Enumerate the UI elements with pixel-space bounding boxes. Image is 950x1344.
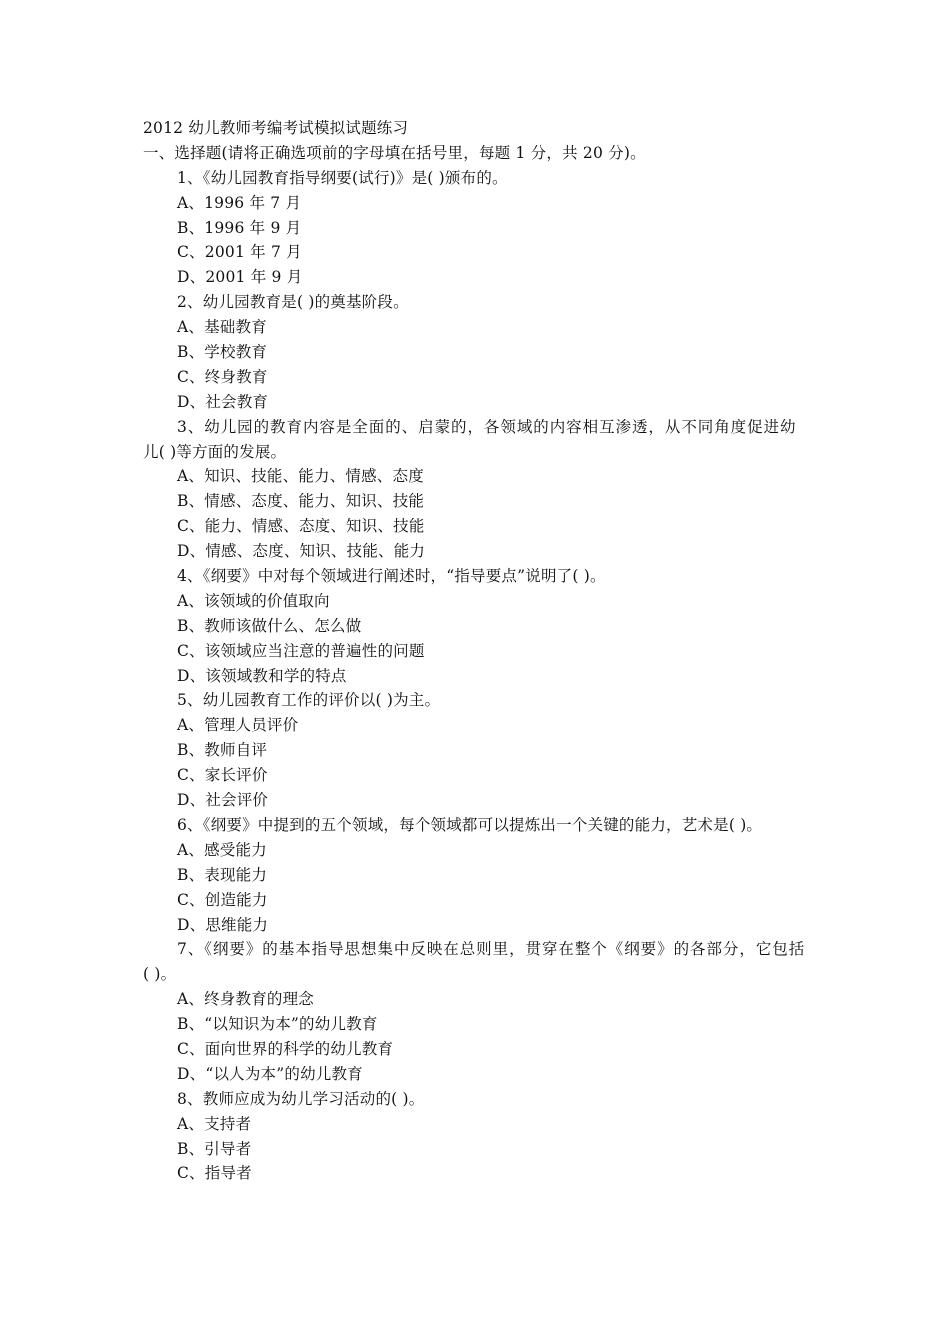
question-3-option-c: C、能力、情感、态度、知识、技能	[177, 517, 425, 536]
question-2-option-c: C、终身教育	[177, 367, 268, 386]
question-7-stem-line2: ( )。	[143, 965, 177, 984]
section-heading: 一、选择题(请将正确选项前的字母填在括号里，每题 1 分，共 20 分)。	[143, 143, 646, 162]
document-title: 2012 幼儿教师考编考试模拟试题练习	[143, 119, 409, 137]
question-4-stem: 4、《纲要》中对每个领域进行阐述时，“指导要点”说明了( )。	[177, 567, 606, 586]
question-3-stem-line1: 3、幼儿园的教育内容是全面的、启蒙的，各领域的内容相互渗透，从不同角度促进幼	[177, 417, 797, 436]
question-4-option-a: A、该领域的价值取向	[177, 591, 330, 610]
question-7-option-d: D、“以人为本”的幼儿教育	[177, 1064, 363, 1083]
question-5-option-b: B、教师自评	[177, 741, 268, 760]
question-7-option-b: B、“以知识为本”的幼儿教育	[177, 1015, 378, 1034]
question-1-stem: 1、《幼儿园教育指导纲要(试行)》是( )颁布的。	[177, 168, 508, 187]
question-1-option-d: D、2001 年 9 月	[177, 268, 303, 287]
question-4-option-c: C、该领域应当注意的普遍性的问题	[177, 641, 425, 660]
question-4-option-d: D、该领域教和学的特点	[177, 666, 347, 685]
question-8-stem: 8、教师应成为幼儿学习活动的( )。	[177, 1089, 425, 1108]
question-1-option-c: C、2001 年 7 月	[177, 243, 302, 262]
question-3-stem-line2: 儿( )等方面的发展。	[143, 442, 287, 461]
question-8-option-c: C、指导者	[177, 1164, 252, 1183]
question-6-option-a: A、感受能力	[177, 840, 267, 859]
question-7-option-a: A、终身教育的理念	[177, 990, 314, 1009]
question-2-option-b: B、学校教育	[177, 343, 268, 362]
document-body	[143, 116, 813, 1186]
question-7-stem-line1: 7、《纲要》的基本指导思想集中反映在总则里，贯穿在整个《纲要》的各部分，它包括	[177, 940, 806, 959]
question-1-option-a: A、1996 年 7 月	[177, 193, 302, 212]
question-3-option-b: B、情感、态度、能力、知识、技能	[177, 492, 425, 511]
question-5-option-c: C、家长评价	[177, 766, 268, 785]
question-3-option-a: A、知识、技能、能力、情感、态度	[177, 467, 424, 486]
question-5-option-d: D、社会评价	[177, 791, 269, 810]
question-6-option-b: B、表现能力	[177, 865, 268, 884]
question-2-option-d: D、社会教育	[177, 392, 269, 411]
question-4-option-b: B、教师该做什么、怎么做	[177, 616, 362, 635]
question-1-option-b: B、1996 年 9 月	[177, 218, 302, 237]
question-6-option-d: D、思维能力	[177, 915, 269, 934]
question-8-option-a: A、支持者	[177, 1114, 252, 1133]
question-2-option-a: A、基础教育	[177, 318, 267, 337]
question-6-option-c: C、创造能力	[177, 890, 268, 909]
question-2-stem: 2、幼儿园教育是( )的奠基阶段。	[177, 293, 409, 312]
question-5-stem: 5、幼儿园教育工作的评价以( )为主。	[177, 691, 441, 710]
question-6-stem: 6、《纲要》中提到的五个领域，每个领域都可以提炼出一个关键的能力，艺术是( )。	[177, 815, 763, 834]
question-7-option-c: C、面向世界的科学的幼儿教育	[177, 1039, 394, 1058]
question-5-option-a: A、管理人员评价	[177, 716, 299, 735]
question-3-option-d: D、情感、态度、知识、技能、能力	[177, 542, 426, 561]
question-8-option-b: B、引导者	[177, 1139, 252, 1158]
